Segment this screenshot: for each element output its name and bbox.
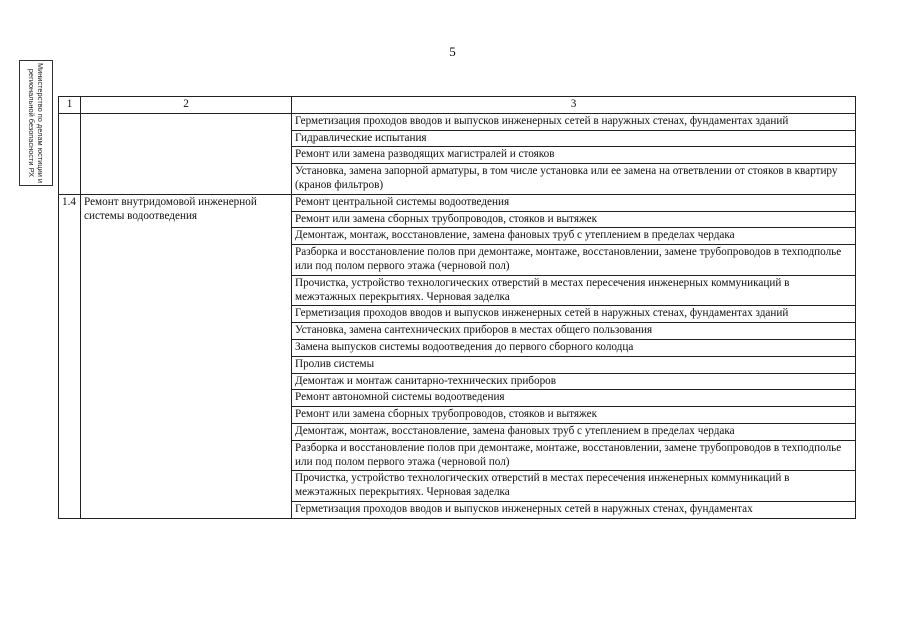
work-item: Герметизация проходов вводов и выпусков инженерных сетей в наружных стенах, фундаментах зданий: [292, 113, 856, 130]
registration-stamp-text: Министерство по делам юстиции и региональной безопасности РХ: [27, 62, 45, 184]
work-item: Установка, замена запорной арматуры, в том числе установка или ее замена на ответвлении от стояков в квартиру (кранов фильтров): [292, 164, 856, 195]
page-number: 5: [449, 44, 456, 59]
work-item: Ремонт или замена сборных трубопроводов, стояков и вытяжек: [292, 407, 856, 424]
registration-stamp: [19, 60, 53, 186]
work-item: Демонтаж и монтаж санитарно-технических приборов: [292, 373, 856, 390]
header-col-1: 1: [59, 97, 81, 114]
table-row: [59, 113, 856, 130]
work-item: Прочистка, устройство технологических отверстий в местах пересечения инженерных коммуникаций в межэтажных перекрытиях. Черновая заделка: [292, 275, 856, 306]
work-item: Пролив системы: [292, 356, 856, 373]
header-col-2: 2: [81, 97, 292, 114]
work-item: Замена выпусков системы водоотведения до первого сборного колодца: [292, 339, 856, 356]
work-item: Ремонт автономной системы водоотведения: [292, 390, 856, 407]
work-item: Ремонт или замена сборных трубопроводов, стояков и вытяжек: [292, 211, 856, 228]
work-item: Герметизация проходов вводов и выпусков инженерных сетей в наружных стенах, фундаментах зданий: [292, 306, 856, 323]
table-header-row: [59, 97, 856, 114]
section-number: 1.4: [59, 194, 81, 518]
section-name: Ремонт внутридомовой инженерной системы водоотведения: [81, 194, 292, 518]
work-item: Установка, замена сантехнических приборов в местах общего пользования: [292, 323, 856, 340]
works-table-body: [59, 97, 856, 519]
section-number-cell-empty: [59, 113, 81, 194]
work-item: Демонтаж, монтаж, восстановление, замена фановых труб с утеплением в пределах чердака: [292, 423, 856, 440]
section-name-cell-empty: [81, 113, 292, 194]
work-item: Ремонт центральной системы водоотведения: [292, 194, 856, 211]
work-item: Разборка и восстановление полов при демонтаже, монтаже, восстановлении, замене трубопроводов в техподполье или под полом первого этажа (черновой пол): [292, 440, 856, 471]
work-item: Герметизация проходов вводов и выпусков инженерных сетей в наружных стенах, фундаментах: [292, 501, 856, 518]
work-item: Демонтаж, монтаж, восстановление, замена фановых труб с утеплением в пределах чердака: [292, 228, 856, 245]
work-item: Прочистка, устройство технологических отверстий в местах пересечения инженерных коммуникаций в межэтажных перекрытиях. Черновая заделка: [292, 471, 856, 502]
header-col-3: 3: [292, 97, 856, 114]
work-item: Разборка и восстановление полов при демонтаже, монтаже, восстановлении, замене трубопроводов в техподполье или под полом первого этажа (черновой пол): [292, 245, 856, 276]
table-row: [59, 194, 856, 211]
work-item: Гидравлические испытания: [292, 130, 856, 147]
work-item: Ремонт или замена разводящих магистралей и стояков: [292, 147, 856, 164]
works-table: [58, 96, 856, 519]
